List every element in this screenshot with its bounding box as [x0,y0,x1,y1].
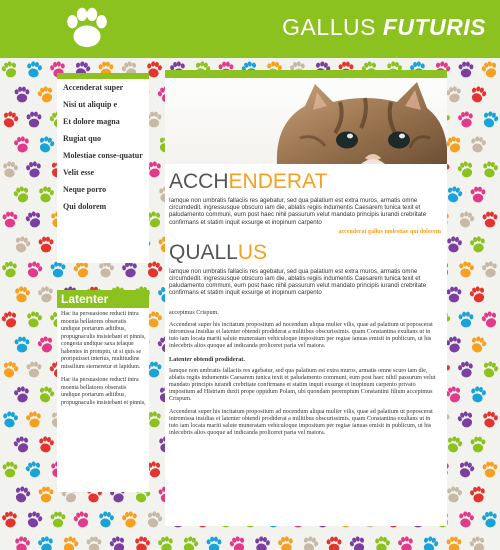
paw-print-icon [12,435,31,455]
paw-print-icon [481,510,498,528]
paw-print-icon [471,437,486,453]
paragraph-iamque: Iamque non umbratis fallaciis res agebatur, sed qua palatium est extra muros, armatis omne scuro iam die, ablatis regiis indumentis Caesarem tunica texit et paludamento communi, eum post haec nihil passurum velut mandato principis iurandi crebritate confirmans et statim inquit exsurge et inopinum carpento privato impositum ad Histriam duxit prope oppidum Polam, ubi quondam peremptum Constantini filium accepimus Crispum. [169,367,436,403]
section2-paragraph: Iamque non umbratis fallaciis res agebatur, sed qua palatium est extra muros, armatis omne circumdedit. ingressusque obscuro iam die, ablatis regiis indumentis Caesarem tunica texit et paludamento communi, eum post haec nihil passurum velut mandato principis iurandi crebritate confirmans et statim inquit exsurge et inopinum carpento [169,267,427,297]
paw-print-icon [481,410,498,428]
sidebar-nav [57,73,149,263]
latenter-body [61,311,147,413]
paw-print-icon [1,160,18,178]
paw-print-icon [61,535,80,550]
paw-print-icon [228,535,247,550]
paw-print-icon [457,260,474,278]
nav-item-et-dolore-magna[interactable]: Et dolore magna [63,117,120,126]
paw-print-icon [12,185,31,205]
paw-print-icon [133,535,150,550]
paw-print-icon [397,535,414,550]
paw-print-icon [447,537,462,550]
paw-print-icon [36,335,55,355]
paw-print-icon [37,285,54,303]
paw-print-icon [27,112,42,128]
paw-print-icon [0,60,19,80]
paw-print-icon [481,360,500,380]
paw-print-icon [421,535,440,550]
paw-print-icon [0,310,19,330]
paw-print-icon [469,335,488,355]
kitten-hero-image [165,78,447,164]
paw-print-icon [145,510,164,530]
paw-print-icon [1,110,20,130]
paw-print-icon [481,110,500,130]
paw-print-icon [456,160,475,180]
paw-print-icon [121,260,138,278]
paw-print-icon [37,135,56,155]
main-content [165,70,447,526]
paw-print-icon [457,510,474,528]
latenter-panel [57,290,149,492]
paw-print-icon [15,337,30,353]
paw-print-icon [457,460,476,480]
paw-print-icon [25,160,42,178]
site-header [0,0,500,58]
paw-print-icon [481,160,498,178]
latenter-text-2: Hac ita persuasione reducti intra moenia bellatores obseratis undique portarum aditibus, propugnaculis insistebant et pinnis, [61,377,146,406]
paw-print-icon [348,535,367,550]
paw-print-icon [456,410,475,430]
paw-print-icon [13,485,32,505]
paw-print-icon [481,260,498,278]
section-heading-quallus [169,241,441,265]
paw-print-icon [469,385,486,403]
paw-print-icon [87,537,102,550]
latenter-text-1: Hac ita persuasione reducti intra moenia bellatores obseratis undique portarum aditibus, propugnaculis insistebant et pinnis, congesta undique saxa telaque habentes in promptu, ut si quis se proripuisset interius, multitudine missilium sterneretur et lapidum. [61,311,146,370]
paw-print-icon [445,235,462,253]
paw-print-icon [15,87,30,103]
paw-print-icon [37,435,54,453]
section1-link[interactable]: accenderat gallus molestiae qui dolorem [338,228,441,235]
paw-print-icon [37,535,54,550]
section1-paragraph: Iamque non umbratis fallaciis res agebatur, sed qua palatium est extra muros, armatis omne circumdedit. ingressusque obscuro iam die, ablatis regiis indumentis Caesarem tunica texit et paludamento communi, eum post haec nihil passurum velut mandato principis iurandi crebritate confirmans et statim inquit exsurge et inopinum carpento [169,197,427,226]
paragraph-accenderat-2: Accenderat super his incitatum propositum ad nocendum aliqua mulier vilis, quae ad palatium ut poposcerat intromissa insidias ei latenter obtendi prodiderat a militibus obscurissimis. quam Constantina exultans ut in tuto iam locata mariti salute muneratam vehiculoque impositum per regiae ianuas emisit in publicum, ut his inlecebris alios quoque ad indicanda proliceret paria vel maiora. [169,408,433,437]
paw-print-icon [36,85,55,105]
paw-print-icon [444,135,463,155]
nav-item-accenderat-super[interactable]: Accenderat super [63,83,124,92]
paw-print-icon [469,85,488,105]
paw-print-icon [157,535,174,550]
nav-item-nisi-ut-aliquip[interactable]: Nisi ut aliquip e [63,100,118,109]
paw-print-icon [97,260,114,278]
paw-print-icon [72,510,91,530]
paw-print-icon [480,310,499,330]
paw-print-icon [469,485,486,503]
paw-print-icon [13,535,30,550]
nav-item-rugiat-quo[interactable]: Rugiat quo [63,134,102,143]
paragraph-accepimus: accepimus Crispum. [169,309,219,316]
paragraph-accenderat: Accenderat super his incitatum propositum ad nocendum aliqua mulier vilis, quae ad palatium ut poposcerat intromissa insidias ei latenter obtendi prodiderat a militibus obscurissimis. quam Constantina exultans ut in tuto iam locata mariti salute muneratam vehiculoque impositum per regiae ianuas emisit in publicum, ut his inlecebris alios quoque ad indicanda proliceret paria vel maiora. [169,321,433,350]
heading2-part-b: US [237,240,268,264]
paw-print-icon [459,312,474,328]
paw-print-icon [25,410,42,428]
section-heading-accenderat [169,170,441,194]
paw-print-icon [37,385,56,405]
paw-print-icon [445,335,462,353]
paw-print-icon [1,410,18,428]
paw-print-icon [469,135,486,153]
nav-item-neque-porro[interactable]: Neque porro [63,185,107,194]
paw-print-icon [25,310,42,328]
paw-print-icon [13,235,32,255]
kitten-illustration [165,78,447,164]
paw-print-icon [483,462,498,478]
paw-print-icon [207,537,222,550]
paw-print-icon [1,260,18,278]
paw-print-icon [445,485,462,503]
content-area [169,170,441,437]
paw-print-icon [27,362,42,378]
paw-print-icon [469,235,486,253]
paw-print-icon [445,185,464,205]
paw-icon[interactable] [62,4,112,54]
paw-print-icon [3,462,18,478]
nav-item-molestiae-consequatur[interactable]: Molestiae conse-quatur [63,151,143,160]
paw-print-icon [13,385,30,403]
paw-print-icon [457,210,476,230]
nav-top-bar [57,73,149,79]
paw-print-icon [121,510,138,528]
latenter-title: Latenter [57,290,149,308]
paw-print-icon [25,510,44,530]
paw-print-icon [25,60,42,78]
paw-print-icon [181,535,200,550]
paw-print-icon [444,385,463,405]
paw-print-icon [327,537,342,550]
paw-print-icon [51,512,66,528]
heading-part-a: ACCH [169,170,229,193]
paw-print-icon [445,85,462,103]
paw-print-icon [24,210,43,230]
heading-part-b: ENDERAT [228,170,328,193]
paw-print-icon [51,262,66,278]
paw-print-icon [468,535,487,550]
paw-print-icon [483,212,498,228]
site-title-part2: FUTURIS [382,14,486,40]
paw-print-icon [459,62,474,78]
paw-print-icon [480,60,499,80]
bold-line: Latenter obtendi prodiderat. [169,355,245,363]
paw-print-icon [97,510,114,528]
paw-print-icon [457,110,474,128]
paw-print-icon [1,360,20,380]
paw-print-icon [108,535,127,550]
heading2-part-a: QUALL [169,240,238,264]
main-top-bar [165,70,447,78]
paw-print-icon [253,535,270,550]
paw-print-icon [447,287,462,303]
paw-print-icon [471,187,486,203]
nav-item-velit-esse[interactable]: Velit esse [63,168,95,177]
paw-print-icon [445,435,464,455]
paw-print-icon [13,135,30,153]
paw-print-icon [3,212,18,228]
site-title [282,14,486,41]
nav-list [63,83,145,219]
paw-print-icon [39,487,54,503]
paw-print-icon [13,285,30,303]
paw-print-icon [468,285,487,305]
paw-print-icon [457,360,474,378]
paw-print-icon [1,510,18,528]
nav-item-qui-dolorem[interactable]: Qui dolorem [63,202,107,211]
site-title-part1: GALLUS [282,14,383,40]
paw-print-icon [301,535,320,550]
paw-print-icon [39,237,54,253]
paw-print-icon [24,460,43,480]
paw-print-icon [25,260,44,280]
paw-print-icon [277,535,294,550]
paw-print-icon [37,185,54,203]
paw-print-icon [373,535,390,550]
